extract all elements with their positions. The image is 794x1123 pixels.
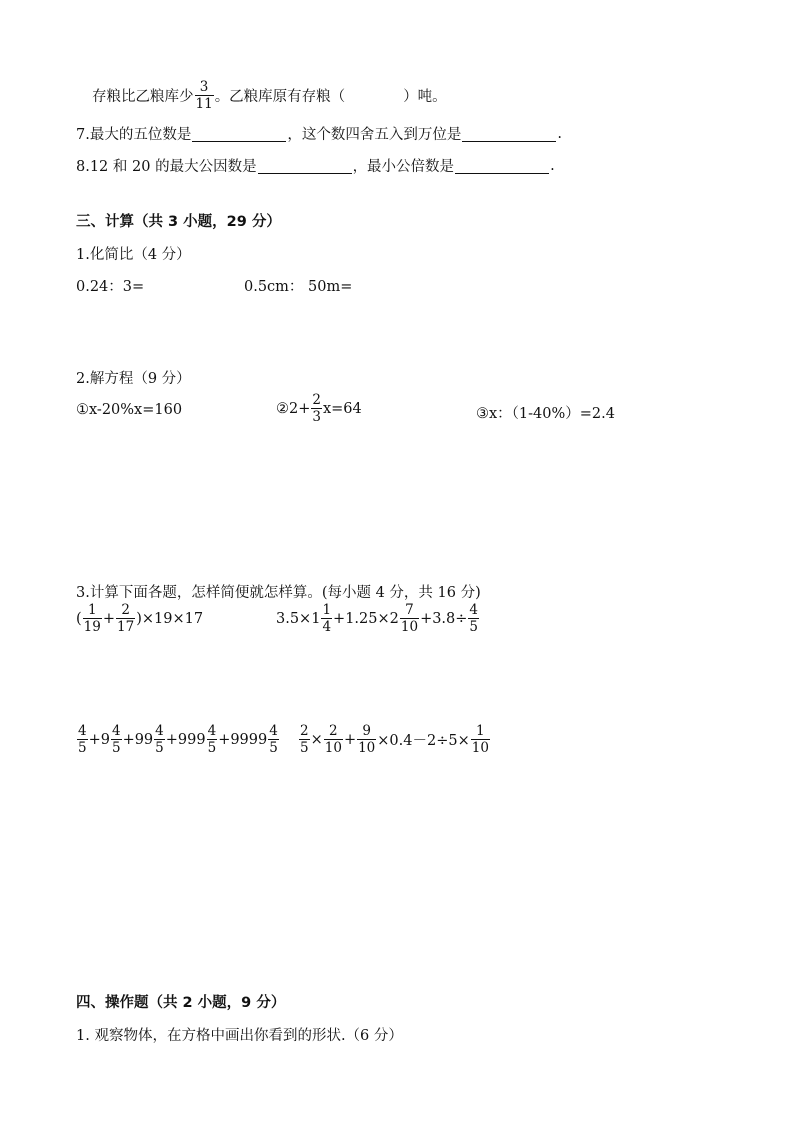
expr3-frac-4: $\frac{4}{5}$ <box>269 723 278 757</box>
q8-blank-2[interactable] <box>455 158 549 174</box>
q7-blank-2[interactable] <box>462 126 556 142</box>
expr1-frac-2: $\frac{2}{17}$ <box>117 602 135 636</box>
expr4-frac-4: $\frac{1}{10}$ <box>471 723 489 757</box>
s3-q3-expr-2: 3.5× 1 $\frac{1}{4}$ +1.25× 2 $\frac{7}{10}$ +3.8÷ $\frac{4}{5}$ <box>276 602 479 636</box>
expr2-frac-3: $\frac{4}{5}$ <box>469 602 479 636</box>
s3-q3-expr-1: ( $\frac{1}{19}$ + $\frac{2}{17}$ )×19×17 <box>76 602 204 636</box>
q7-text-1: 7.最大的五位数是 <box>76 127 192 143</box>
s3-q2-b: ②2+ $\frac{2}{3}$ x=64 <box>276 392 362 426</box>
q8-end: . <box>550 157 555 174</box>
expr3-frac-2: $\frac{4}{5}$ <box>155 723 164 757</box>
s3-q1-title: 1.化简比（4 分） <box>76 247 191 263</box>
q7-blank-1[interactable] <box>192 126 286 142</box>
q6-fraction: $\frac{3}{11}$ <box>195 79 213 113</box>
expr1-frac-1: $\frac{1}{19}$ <box>83 602 101 636</box>
expr4-frac-2: $\frac{2}{10}$ <box>324 723 342 757</box>
q6-continuation <box>92 80 447 111</box>
q6-text-3: ）吨。 <box>403 89 447 106</box>
q6-text-1: 存粮比乙粮库少 <box>92 89 194 106</box>
s3-q2-c: ③x：（1-40%）=2.4 <box>476 406 615 422</box>
s3-q3-title: 3.计算下面各题，怎样简便就怎样算。(每小题 4 分，共 16 分) <box>76 585 481 601</box>
s3-q2-title: 2.解方程（9 分） <box>76 371 191 387</box>
q8-text-1: 8.12 和 20 的最大公因数是 <box>76 159 257 175</box>
s3-q1-b: 0.5cm： 50m= <box>244 279 353 295</box>
q8 <box>76 155 555 176</box>
s4-q1: 1. 观察物体，在方格中画出你看到的形状.（6 分） <box>76 1028 403 1044</box>
q8-text-2: ，最小公倍数是 <box>352 159 455 175</box>
expr3-frac-3: $\frac{4}{5}$ <box>207 723 217 757</box>
expr3-frac-0: $\frac{4}{5}$ <box>78 723 87 757</box>
s3-q2-a: ①x-20%x=160 <box>76 402 183 418</box>
q8-blank-1[interactable] <box>258 158 352 174</box>
q7 <box>76 123 562 144</box>
q6-text-2: 。乙粮库原有存粮（ <box>214 89 346 106</box>
s3-q3-expr-3: $\frac{4}{5}$ +9 $\frac{4}{5}$ +99 $\frac{4}{5}$ +999 $\frac{4}{5}$ +9999 $\frac{4}{5}$ <box>78 723 278 757</box>
s3-q2-b-fraction: $\frac{2}{3}$ <box>312 392 321 426</box>
expr2-mixed-2: 2 $\frac{7}{10}$ <box>389 602 419 636</box>
q7-end: . <box>557 125 562 142</box>
s3-q3-expr-4: $\frac{2}{5}$ × $\frac{2}{10}$ + $\frac{9}{10}$ ×0.4－2÷5× $\frac{1}{10}$ <box>300 723 489 757</box>
expr4-frac-1: $\frac{2}{5}$ <box>300 723 309 757</box>
expr3-frac-1: $\frac{4}{5}$ <box>111 723 121 757</box>
section-3-heading: 三、计算（共 3 小题，29 分） <box>76 214 281 230</box>
section-4-heading: 四、操作题（共 2 小题，9 分） <box>76 995 286 1011</box>
expr4-frac-3: $\frac{9}{10}$ <box>358 723 376 757</box>
q7-text-2: ，这个数四舍五入到万位是 <box>287 127 462 143</box>
expr2-mixed-1: 1 $\frac{1}{4}$ <box>311 602 332 636</box>
s3-q1-a: 0.24：3= <box>76 279 145 295</box>
